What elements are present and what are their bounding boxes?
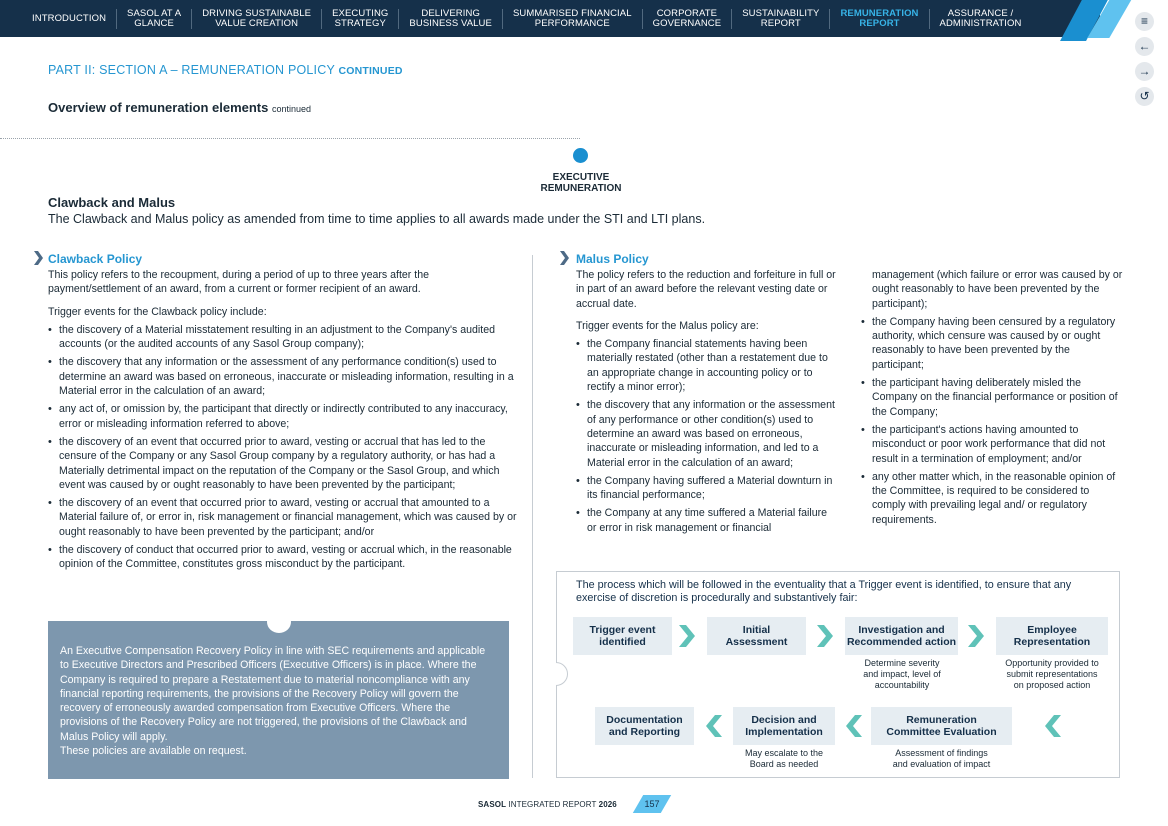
nav-item[interactable]: CORPORATE GOVERNANCE — [642, 9, 732, 29]
chevron-left-icon — [706, 715, 722, 737]
step-trigger-event: Trigger event identified — [573, 617, 672, 655]
list-item: • the Company having been censured by a regulatory authority, which censure was caused by or ought reasonably to have been prevented by the participant; — [861, 315, 1123, 372]
arrow-left-icon[interactable]: ← — [1135, 37, 1154, 56]
clawback-heading: Clawback Policy — [48, 252, 143, 266]
chevron-right-icon — [817, 625, 833, 647]
recovery-policy-availability: These policies are available on request. — [60, 745, 247, 758]
nav-item[interactable]: SASOL AT A GLANCE — [116, 9, 191, 29]
step-note: May escalate to the Board as needed — [744, 748, 824, 769]
dotted-divider — [0, 138, 580, 139]
clawback-trigger-list — [48, 323, 518, 572]
page-footer — [478, 800, 617, 809]
list-item: • the Company financial statements having been materially restated (other than a restatement due to an appropriate change in accounting policy or to rectify a minor error); — [576, 337, 838, 394]
chevron-right-icon — [968, 625, 984, 647]
list-item: • the Company having suffered a Material downturn in its financial performance; — [576, 474, 838, 503]
list-item: • the discovery that any information or the assessment of any performance or other condition(s) used to determine an award was based on erroneous, inaccurate or misleading information, and led to a Material error in the calculation of an award; — [576, 398, 838, 469]
malus-heading: Malus Policy — [576, 252, 649, 266]
subsection-heading-text: Overview of remuneration elements — [48, 100, 269, 115]
footer-brand: SASOL — [478, 800, 507, 809]
list-item: • the discovery of an event that occurred prior to award, vesting or accrual that has led to the censure of the Company or any Sasol Group company by a regulatory authority, or has had a Materially detrimental impact on the reputation of the Company or the Sasol Group, and which event was caused by or ought reasonably to have been prevented by the participant; — [48, 435, 518, 492]
clawback-malus-title: Clawback and Malus — [48, 195, 176, 210]
subsection-heading — [48, 100, 311, 115]
malus-continuation: management (which failure or error was caused by or ought reasonably to have been prevented by the participant); — [872, 269, 1123, 310]
clawback-malus-intro: The Clawback and Malus policy as amended from time to time applies to all awards made under the STI and LTI plans. — [48, 212, 706, 226]
list-item: • the participant's actions having amounted to misconduct or poor work performance that did not result in a termination of employment; and/or — [861, 423, 1123, 466]
nav-item[interactable]: DRIVING SUSTAINABLE VALUE CREATION — [191, 9, 321, 29]
subsection-heading-suffix: continued — [271, 104, 312, 114]
list-item: • the Company at any time suffered a Material failure or error in risk management or financial — [576, 506, 838, 535]
column-divider — [532, 255, 533, 778]
list-item: • any act of, or omission by, the participant that directly or indirectly contributed to any inaccuracy, error or misleading information referred to above; — [48, 402, 518, 431]
timeline-dot — [573, 148, 588, 163]
recovery-policy-text: An Executive Compensation Recovery Policy in line with SEC requirements and applicable to Executive Directors and Prescribed Officers (Executive Officers) is in place. Where the Company is required to prepare a Restatement due to material noncompliance with any financial reporting requirements, the provisions of the Recovery Policy will govern the recovery of erroneously awarded compensation from Executive Officers. Where the provisions of the Recovery Policy are not triggered, the provisions of the Clawback and Malus Policy will apply. — [60, 645, 486, 743]
step-note: Opportunity provided to submit representations on proposed action — [1005, 658, 1099, 690]
malus-trigger-list-cont — [861, 315, 1123, 527]
chevron-right-icon — [34, 251, 43, 265]
malus-body-col1 — [576, 268, 838, 539]
malus-trigger-list — [576, 337, 838, 535]
step-documentation: Documentation and Reporting — [595, 707, 694, 745]
nav-item[interactable]: SUSTAINABILITY REPORT — [731, 9, 829, 29]
nav-item[interactable]: ASSURANCE / ADMINISTRATION — [929, 9, 1032, 29]
box-notch — [267, 611, 291, 633]
clawback-body — [48, 268, 518, 576]
section-heading — [48, 63, 403, 77]
nav-item[interactable]: EXECUTING STRATEGY — [321, 9, 398, 29]
chevron-right-icon — [679, 625, 695, 647]
section-heading-text: PART II: SECTION A – REMUNERATION POLICY — [48, 63, 335, 77]
notch-cover — [544, 660, 556, 688]
menu-icon[interactable]: ≡ — [1135, 12, 1154, 31]
chevron-right-icon — [560, 251, 569, 265]
executive-remuneration-label: EXECUTIVE REMUNERATION — [540, 172, 622, 194]
step-note: Assessment of findings and evaluation of impact — [892, 748, 991, 769]
malus-para-2: Trigger events for the Malus policy are: — [576, 319, 759, 332]
list-item: • the discovery of an event that occurred prior to award, vesting or accrual that amounted to a Material failure of, or error in, risk management or financial management, which was caused by or ought reasonably to have been prevented by the participant; and/or — [48, 496, 518, 539]
list-item: • the discovery that any information or the assessment of any performance condition(s) used to determine an award was based on erroneous, inaccurate or misleading information, resulting in a Material error in the calculation of an award; — [48, 355, 518, 398]
nav-item[interactable]: SUMMARISED FINANCIAL PERFORMANCE — [502, 9, 642, 29]
step-note: Determine severity and impact, level of accountability — [863, 658, 941, 690]
clawback-para-1: This policy refers to the recoupment, during a period of up to three years after the payment/settlement of an award, from a current or former recipient of an award. — [48, 269, 429, 296]
list-item: • the participant having deliberately misled the Company on the financial performance or position of the Company; — [861, 376, 1123, 419]
nav-items — [22, 0, 1032, 37]
recovery-policy-box — [48, 621, 509, 779]
step-investigation: Investigation and Recommended action — [845, 617, 958, 655]
section-heading-suffix: CONTINUED — [338, 65, 403, 77]
top-navigation-bar — [0, 0, 1100, 37]
step-committee-evaluation: Remuneration Committee Evaluation — [871, 707, 1012, 745]
chevron-left-icon — [846, 715, 862, 737]
step-employee-representation: Employee Representation — [996, 617, 1108, 655]
nav-item[interactable]: INTRODUCTION — [32, 12, 107, 24]
arrow-right-icon[interactable]: → — [1135, 62, 1154, 81]
footer-year: 2026 — [598, 800, 617, 809]
footer-report: INTEGRATED REPORT — [508, 800, 597, 809]
list-item: • any other matter which, in the reasonable opinion of the Committee, is required to be considered to comply with prevailing legal and/ or regulatory requirements. — [861, 470, 1123, 527]
process-title: The process which will be followed in the eventuality that a Trigger event is identified, to ensure that any exercise of discretion is procedurally and substantively fair: — [576, 579, 1072, 604]
nav-item[interactable]: REMUNERATION REPORT — [829, 9, 928, 29]
malus-para-1: The policy refers to the reduction and forfeiture in full or in part of an award before the relevant vesting date or accrual date. — [576, 269, 836, 310]
nav-item[interactable]: DELIVERING BUSINESS VALUE — [398, 9, 502, 29]
malus-body-col2 — [861, 268, 1123, 531]
clawback-para-2: Trigger events for the Clawback policy include: — [48, 305, 267, 318]
page-number: 157 — [644, 799, 660, 809]
list-item: • the discovery of a Material misstatement resulting in an adjustment to the Company's audited accounts (or the audited accounts of any Sasol Group company); — [48, 323, 518, 352]
step-decision: Decision and Implementation — [733, 707, 835, 745]
step-initial-assessment: Initial Assessment — [707, 617, 806, 655]
back-icon[interactable]: ↺ — [1135, 87, 1154, 106]
list-item: • the discovery of conduct that occurred prior to award, vesting or accrual which, in the reasonable opinion of the Committee, constitutes gross misconduct by the participant. — [48, 543, 518, 572]
chevron-left-icon — [1045, 715, 1061, 737]
